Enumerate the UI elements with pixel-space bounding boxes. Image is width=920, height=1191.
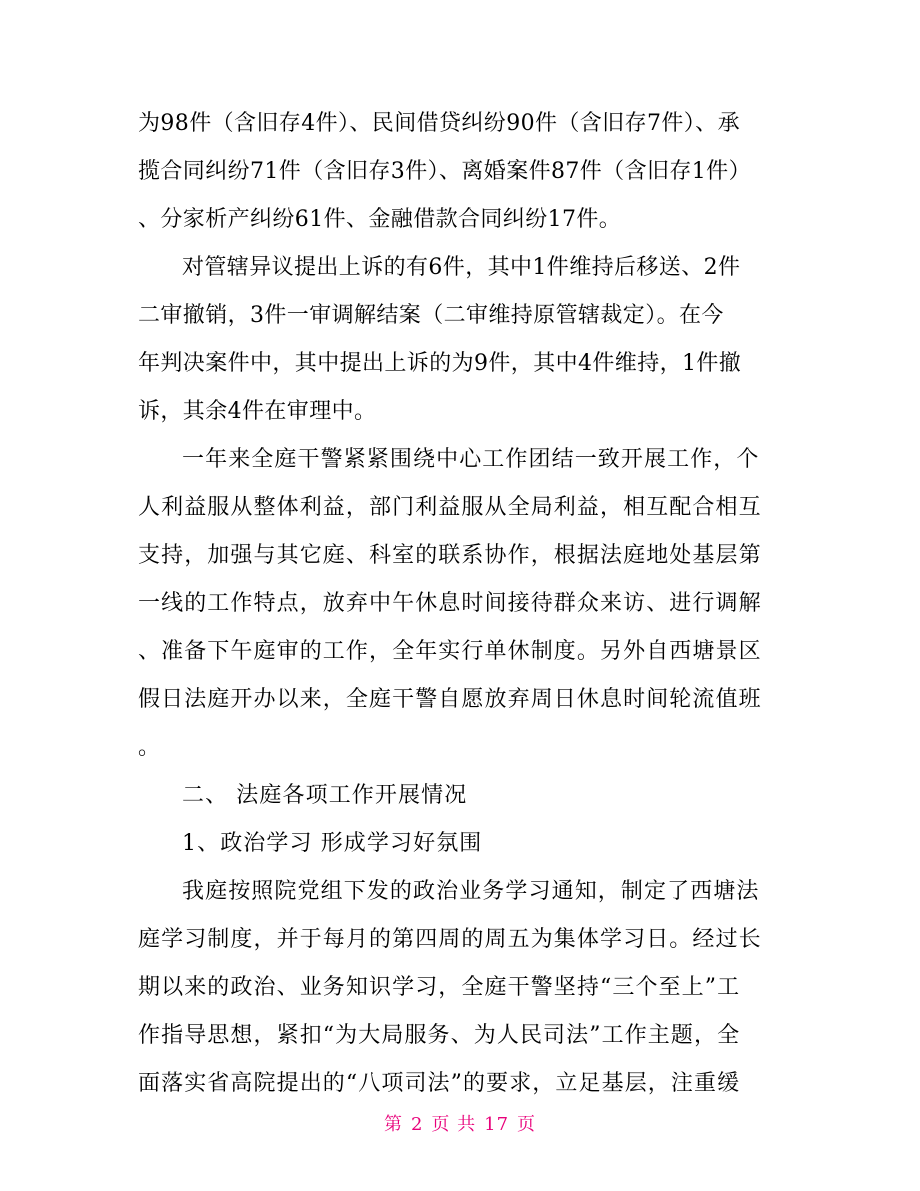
text-line: 人利益服从整体利益，部门利益服从全局利益，相互配合相互	[138, 495, 762, 520]
text-line: 一线的工作特点，放弃中午休息时间接待群众来访、进行调解	[138, 591, 762, 616]
footer-suffix: 页	[517, 1114, 537, 1135]
text-line: 为98件（含旧存4件）、民间借贷纠纷90件（含旧存7件）、承	[138, 111, 740, 136]
text-line: 揽合同纠纷71件（含旧存3件）、离婚案件87件（含旧存1件）	[138, 159, 751, 184]
paragraph-start: 对管辖异议提出上诉的有6件，其中1件维持后移送、2件	[182, 255, 741, 280]
text-line: 年判决案件中，其中提出上诉的为9件，其中4件维持，1件撤	[138, 351, 742, 376]
section-heading: 二、 法庭各项工作开展情况	[182, 783, 468, 808]
text-line: 假日法庭开办以来，全庭干警自愿放弃周日休息时间轮流值班	[138, 687, 762, 712]
page-footer	[0, 1110, 920, 1136]
text-line: 作指导思想，紧扣“为大局服务、为人民司法”工作主题，全	[138, 1023, 741, 1048]
page-number: 2	[410, 1114, 424, 1135]
text-line: 二审撤销，3件一审调解结案（二审维持原管辖裁定）。在今	[138, 303, 724, 328]
text-line: 、分家析产纠纷61件、金融借款合同纠纷17件。	[138, 207, 622, 232]
text-line: 期以来的政治、业务知识学习，全庭干警坚持“三个至上”工	[138, 975, 741, 1000]
text-line: 庭学习制度，并于每月的第四周的周五为集体学习日。经过长	[138, 927, 762, 952]
total-pages: 17	[484, 1114, 510, 1135]
text-line: 支持，加强与其它庭、科室的联系协作，根据法庭地处基层第	[138, 543, 762, 568]
text-line: 。	[138, 735, 162, 760]
text-line: 面落实省高院提出的“八项司法”的要求，立足基层，注重缓	[138, 1071, 741, 1096]
paragraph-start: 一年来全庭干警紧紧围绕中心工作团结一致开展工作，个	[182, 447, 760, 472]
footer-middle: 页 共	[431, 1114, 477, 1135]
body-text	[138, 100, 788, 1108]
text-line: 诉，其余4件在审理中。	[138, 399, 377, 424]
footer-prefix: 第	[383, 1114, 403, 1135]
text-line: 、准备下午庭审的工作，全年实行单休制度。另外自西塘景区	[138, 639, 762, 664]
paragraph-start: 我庭按照院党组下发的政治业务学习通知，制定了西塘法	[182, 879, 760, 904]
subsection-heading: 1、政治学习 形成学习好氛围	[182, 831, 483, 856]
